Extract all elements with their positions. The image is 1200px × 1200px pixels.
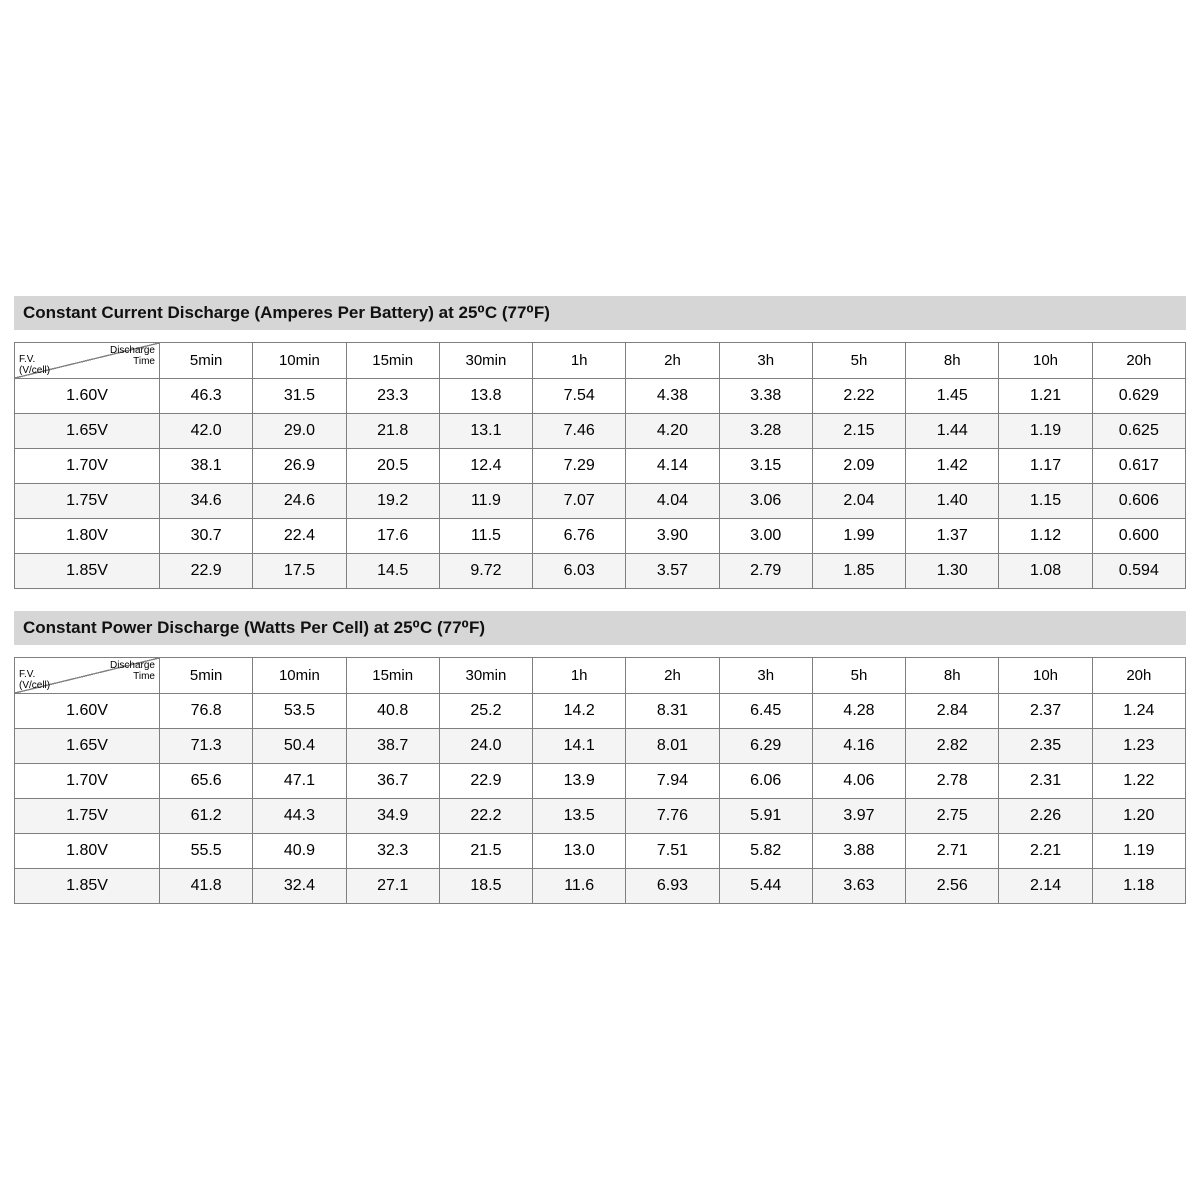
- value-cell: 11.9: [439, 484, 532, 519]
- value-cell: 1.44: [906, 414, 999, 449]
- row-label: 1.65V: [15, 729, 160, 764]
- value-cell: 20.5: [346, 449, 439, 484]
- column-header: 10h: [999, 343, 1092, 379]
- value-cell: 3.28: [719, 414, 812, 449]
- value-cell: 1.12: [999, 519, 1092, 554]
- row-label: 1.60V: [15, 694, 160, 729]
- value-cell: 40.8: [346, 694, 439, 729]
- value-cell: 38.7: [346, 729, 439, 764]
- value-cell: 22.9: [439, 764, 532, 799]
- value-cell: 3.15: [719, 449, 812, 484]
- value-cell: 1.42: [906, 449, 999, 484]
- value-cell: 4.16: [812, 729, 905, 764]
- value-cell: 2.22: [812, 379, 905, 414]
- value-cell: 7.46: [533, 414, 626, 449]
- value-cell: 8.01: [626, 729, 719, 764]
- table-row: [15, 729, 1186, 764]
- value-cell: 2.78: [906, 764, 999, 799]
- value-cell: 1.85: [812, 554, 905, 589]
- row-label: 1.75V: [15, 799, 160, 834]
- table-row: [15, 484, 1186, 519]
- value-cell: 3.63: [812, 869, 905, 904]
- value-cell: 1.30: [906, 554, 999, 589]
- value-cell: 24.6: [253, 484, 346, 519]
- value-cell: 76.8: [160, 694, 253, 729]
- column-header: 5h: [812, 658, 905, 694]
- value-cell: 6.93: [626, 869, 719, 904]
- value-cell: 3.00: [719, 519, 812, 554]
- column-header: 2h: [626, 658, 719, 694]
- value-cell: 32.3: [346, 834, 439, 869]
- value-cell: 50.4: [253, 729, 346, 764]
- power-discharge-title-bar: [14, 611, 1186, 645]
- row-label: 1.70V: [15, 764, 160, 799]
- value-cell: 17.6: [346, 519, 439, 554]
- value-cell: 32.4: [253, 869, 346, 904]
- value-cell: 34.9: [346, 799, 439, 834]
- value-cell: 6.76: [533, 519, 626, 554]
- value-cell: 1.22: [1092, 764, 1185, 799]
- table-row: [15, 799, 1186, 834]
- value-cell: 0.617: [1092, 449, 1185, 484]
- value-cell: 2.15: [812, 414, 905, 449]
- value-cell: 47.1: [253, 764, 346, 799]
- value-cell: 1.15: [999, 484, 1092, 519]
- value-cell: 13.9: [533, 764, 626, 799]
- column-header: 3h: [719, 343, 812, 379]
- value-cell: 7.29: [533, 449, 626, 484]
- value-cell: 44.3: [253, 799, 346, 834]
- value-cell: 9.72: [439, 554, 532, 589]
- value-cell: 0.625: [1092, 414, 1185, 449]
- value-cell: 6.29: [719, 729, 812, 764]
- value-cell: 61.2: [160, 799, 253, 834]
- corner-cell: [15, 343, 160, 379]
- value-cell: 2.04: [812, 484, 905, 519]
- discharge-time-label: Discharge Time: [109, 660, 155, 682]
- value-cell: 55.5: [160, 834, 253, 869]
- header-row: [15, 343, 1186, 379]
- corner-cell: [15, 658, 160, 694]
- value-cell: 2.84: [906, 694, 999, 729]
- value-cell: 1.19: [999, 414, 1092, 449]
- value-cell: 2.21: [999, 834, 1092, 869]
- column-header: 1h: [533, 343, 626, 379]
- power-discharge-table: [14, 657, 1186, 904]
- value-cell: 2.82: [906, 729, 999, 764]
- value-cell: 22.2: [439, 799, 532, 834]
- value-cell: 5.91: [719, 799, 812, 834]
- value-cell: 2.56: [906, 869, 999, 904]
- value-cell: 34.6: [160, 484, 253, 519]
- current-discharge-title-bar: [14, 296, 1186, 330]
- value-cell: 2.71: [906, 834, 999, 869]
- current-discharge-table: [14, 342, 1186, 589]
- value-cell: 13.8: [439, 379, 532, 414]
- column-header: 2h: [626, 343, 719, 379]
- value-cell: 31.5: [253, 379, 346, 414]
- value-cell: 1.40: [906, 484, 999, 519]
- column-header: 3h: [719, 658, 812, 694]
- value-cell: 25.2: [439, 694, 532, 729]
- value-cell: 1.20: [1092, 799, 1185, 834]
- column-header: 10min: [253, 343, 346, 379]
- value-cell: 6.45: [719, 694, 812, 729]
- final-voltage-label: F.V. (V/cell): [19, 669, 51, 691]
- value-cell: 8.31: [626, 694, 719, 729]
- value-cell: 4.28: [812, 694, 905, 729]
- value-cell: 2.75: [906, 799, 999, 834]
- row-label: 1.80V: [15, 519, 160, 554]
- value-cell: 11.6: [533, 869, 626, 904]
- value-cell: 46.3: [160, 379, 253, 414]
- header-row: [15, 658, 1186, 694]
- value-cell: 13.0: [533, 834, 626, 869]
- value-cell: 22.4: [253, 519, 346, 554]
- value-cell: 1.19: [1092, 834, 1185, 869]
- value-cell: 11.5: [439, 519, 532, 554]
- column-header: 10min: [253, 658, 346, 694]
- row-label: 1.70V: [15, 449, 160, 484]
- value-cell: 2.31: [999, 764, 1092, 799]
- value-cell: 5.44: [719, 869, 812, 904]
- value-cell: 24.0: [439, 729, 532, 764]
- table-row: [15, 869, 1186, 904]
- value-cell: 2.35: [999, 729, 1092, 764]
- column-header: 5h: [812, 343, 905, 379]
- value-cell: 2.09: [812, 449, 905, 484]
- value-cell: 21.8: [346, 414, 439, 449]
- value-cell: 17.5: [253, 554, 346, 589]
- value-cell: 0.600: [1092, 519, 1185, 554]
- value-cell: 23.3: [346, 379, 439, 414]
- value-cell: 4.38: [626, 379, 719, 414]
- final-voltage-label: F.V. (V/cell): [19, 354, 51, 376]
- value-cell: 4.06: [812, 764, 905, 799]
- value-cell: 3.97: [812, 799, 905, 834]
- constant-power-discharge-section: [14, 611, 1186, 904]
- power-discharge-title: Constant Power Discharge (Watts Per Cell) at 25⁰C (77⁰F): [23, 618, 486, 637]
- value-cell: 3.88: [812, 834, 905, 869]
- column-header: 15min: [346, 658, 439, 694]
- value-cell: 1.08: [999, 554, 1092, 589]
- value-cell: 7.76: [626, 799, 719, 834]
- value-cell: 13.5: [533, 799, 626, 834]
- value-cell: 19.2: [346, 484, 439, 519]
- value-cell: 7.94: [626, 764, 719, 799]
- value-cell: 27.1: [346, 869, 439, 904]
- column-header: 20h: [1092, 658, 1185, 694]
- column-header: 5min: [160, 343, 253, 379]
- discharge-time-label: Discharge Time: [109, 345, 155, 367]
- value-cell: 1.23: [1092, 729, 1185, 764]
- value-cell: 1.24: [1092, 694, 1185, 729]
- value-cell: 36.7: [346, 764, 439, 799]
- value-cell: 5.82: [719, 834, 812, 869]
- value-cell: 2.79: [719, 554, 812, 589]
- row-label: 1.85V: [15, 869, 160, 904]
- value-cell: 7.07: [533, 484, 626, 519]
- column-header: 30min: [439, 343, 532, 379]
- table-row: [15, 519, 1186, 554]
- value-cell: 3.90: [626, 519, 719, 554]
- value-cell: 6.06: [719, 764, 812, 799]
- value-cell: 4.14: [626, 449, 719, 484]
- value-cell: 18.5: [439, 869, 532, 904]
- value-cell: 14.5: [346, 554, 439, 589]
- value-cell: 2.26: [999, 799, 1092, 834]
- value-cell: 6.03: [533, 554, 626, 589]
- value-cell: 0.606: [1092, 484, 1185, 519]
- column-header: 20h: [1092, 343, 1185, 379]
- column-header: 8h: [906, 658, 999, 694]
- value-cell: 1.17: [999, 449, 1092, 484]
- value-cell: 7.54: [533, 379, 626, 414]
- value-cell: 3.38: [719, 379, 812, 414]
- value-cell: 1.18: [1092, 869, 1185, 904]
- constant-current-discharge-section: [14, 296, 1186, 589]
- value-cell: 65.6: [160, 764, 253, 799]
- value-cell: 40.9: [253, 834, 346, 869]
- value-cell: 30.7: [160, 519, 253, 554]
- value-cell: 0.629: [1092, 379, 1185, 414]
- value-cell: 41.8: [160, 869, 253, 904]
- value-cell: 53.5: [253, 694, 346, 729]
- value-cell: 13.1: [439, 414, 532, 449]
- value-cell: 7.51: [626, 834, 719, 869]
- value-cell: 14.1: [533, 729, 626, 764]
- value-cell: 26.9: [253, 449, 346, 484]
- column-header: 30min: [439, 658, 532, 694]
- row-label: 1.75V: [15, 484, 160, 519]
- table-row: [15, 379, 1186, 414]
- column-header: 10h: [999, 658, 1092, 694]
- table-row: [15, 554, 1186, 589]
- value-cell: 14.2: [533, 694, 626, 729]
- value-cell: 38.1: [160, 449, 253, 484]
- table-row: [15, 449, 1186, 484]
- column-header: 5min: [160, 658, 253, 694]
- value-cell: 2.37: [999, 694, 1092, 729]
- column-header: 1h: [533, 658, 626, 694]
- table-row: [15, 834, 1186, 869]
- value-cell: 1.21: [999, 379, 1092, 414]
- value-cell: 0.594: [1092, 554, 1185, 589]
- value-cell: 2.14: [999, 869, 1092, 904]
- table-row: [15, 764, 1186, 799]
- value-cell: 3.06: [719, 484, 812, 519]
- value-cell: 1.37: [906, 519, 999, 554]
- value-cell: 1.45: [906, 379, 999, 414]
- value-cell: 22.9: [160, 554, 253, 589]
- value-cell: 29.0: [253, 414, 346, 449]
- value-cell: 1.99: [812, 519, 905, 554]
- row-label: 1.60V: [15, 379, 160, 414]
- row-label: 1.85V: [15, 554, 160, 589]
- table-row: [15, 694, 1186, 729]
- value-cell: 21.5: [439, 834, 532, 869]
- row-label: 1.80V: [15, 834, 160, 869]
- table-row: [15, 414, 1186, 449]
- value-cell: 42.0: [160, 414, 253, 449]
- row-label: 1.65V: [15, 414, 160, 449]
- value-cell: 71.3: [160, 729, 253, 764]
- column-header: 8h: [906, 343, 999, 379]
- value-cell: 3.57: [626, 554, 719, 589]
- column-header: 15min: [346, 343, 439, 379]
- value-cell: 4.20: [626, 414, 719, 449]
- value-cell: 4.04: [626, 484, 719, 519]
- value-cell: 12.4: [439, 449, 532, 484]
- current-discharge-title: Constant Current Discharge (Amperes Per Battery) at 25⁰C (77⁰F): [23, 303, 550, 322]
